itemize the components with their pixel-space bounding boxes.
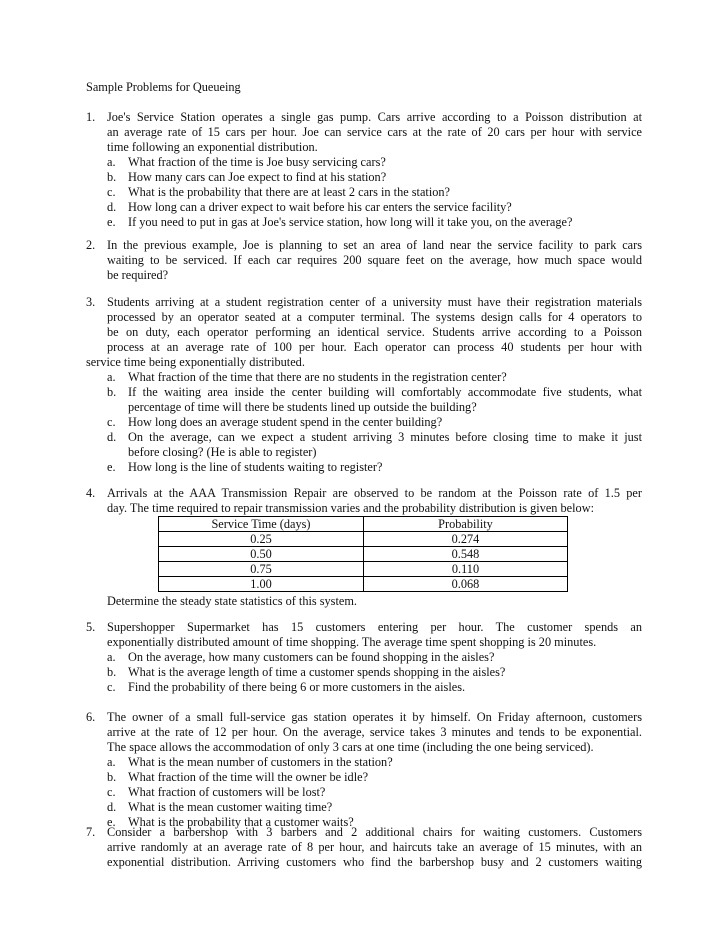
- item-letter: a.: [107, 650, 116, 664]
- problem-7: [86, 825, 642, 870]
- item-text: How long can a driver expect to wait before his car enters the service facility?: [128, 200, 512, 214]
- item-text: On the average, can we expect a student arriving 3 minutes before closing time to make it just: [128, 430, 642, 444]
- item-text: What is the probability that there are at least 2 cars in the station?: [128, 185, 450, 199]
- item-text: Find the probability of there being 6 or more customers in the aisles.: [128, 680, 466, 694]
- problem-text-line: arrive randomly at an average rate of 8 per hour, and haircuts take an average of 15 minutes, with an: [107, 840, 642, 854]
- item-letter: d.: [107, 800, 117, 814]
- list-item: [107, 415, 642, 430]
- list-item: [107, 665, 642, 680]
- problem-number: 1.: [86, 110, 96, 124]
- item-text: What is the mean number of customers in the station?: [128, 755, 393, 769]
- item-letter: c.: [107, 785, 116, 799]
- problem-5: [86, 620, 642, 695]
- list-item: [107, 385, 642, 415]
- problem-number: 2.: [86, 238, 96, 252]
- problem-text-line: an average rate of 15 cars per hour. Joe can service cars at the rate of 20 cars per hour with service: [107, 125, 642, 139]
- column-header: Service Time (days): [159, 517, 364, 532]
- table-row: [159, 562, 568, 577]
- item-letter: e.: [107, 460, 116, 474]
- table-header-row: [159, 517, 568, 532]
- item-text: What is the average length of time a customer spends shopping in the aisles?: [128, 665, 506, 679]
- problem-text-line: waiting to be serviced. If each car requires 200 square feet on the average, how much space would: [107, 253, 642, 267]
- item-letter: b.: [107, 665, 117, 679]
- list-item: [107, 430, 642, 460]
- item-letter: e.: [107, 815, 116, 829]
- list-item: [107, 215, 642, 230]
- item-letter: a.: [107, 155, 116, 169]
- column-header: Probability: [364, 517, 568, 532]
- item-text: What fraction of the time is Joe busy servicing cars?: [128, 155, 386, 169]
- item-letter: b.: [107, 770, 117, 784]
- item-letter: a.: [107, 370, 116, 384]
- item-text: If you need to put in gas at Joe's service station, how long will it take you, on the average?: [128, 215, 573, 229]
- problem-2: [86, 238, 642, 283]
- problem-number: 3.: [86, 295, 96, 309]
- problem-number: 4.: [86, 486, 96, 500]
- problem-1: [86, 110, 642, 230]
- problem-text-line: processed by an operator seated at a computer terminal. The systems design calls for 4 operators to: [107, 310, 642, 324]
- item-letter: c.: [107, 185, 116, 199]
- table-row: [159, 577, 568, 592]
- item-text: How many cars can Joe expect to find at his station?: [128, 170, 387, 184]
- problem-6: [86, 710, 642, 830]
- table-cell: 0.25: [159, 532, 364, 547]
- table-cell: 0.50: [159, 547, 364, 562]
- problem-text-line: Arrivals at the AAA Transmission Repair are observed to be random at the Poisson rate of 1.5 per: [107, 486, 642, 500]
- table-cell: 1.00: [159, 577, 364, 592]
- problem-text-line: be on duty, each operator performing an identical service. Students arrive according to a Poisson: [107, 325, 642, 339]
- table-cell: 0.068: [364, 577, 568, 592]
- problem-text-line: arrive at the rate of 12 per hour. On the average, service takes 3 minutes and tends to be exponential.: [107, 725, 642, 739]
- item-letter: b.: [107, 170, 117, 184]
- list-item: [107, 755, 642, 770]
- item-text: How long is the line of students waiting to register?: [128, 460, 383, 474]
- problem-text-line: service time being exponentially distributed.: [86, 355, 305, 369]
- problem-number: 6.: [86, 710, 96, 724]
- problem-number: 5.: [86, 620, 96, 634]
- list-item: [107, 680, 642, 695]
- item-text: What fraction of the time that there are no students in the registration center?: [128, 370, 507, 384]
- list-item: [107, 185, 642, 200]
- item-letter: e.: [107, 215, 116, 229]
- problem-number: 7.: [86, 825, 96, 839]
- item-letter: b.: [107, 385, 117, 399]
- problem-text-line: Supershopper Supermarket has 15 customers entering per hour. The customer spends an: [107, 620, 642, 634]
- problem-text-line: In the previous example, Joe is planning to set an area of land near the service facility to park cars: [107, 238, 642, 252]
- list-item: [107, 155, 642, 170]
- list-item: [107, 460, 642, 475]
- list-item: [107, 650, 642, 665]
- problem-text-line: Students arriving at a student registration center of a university must have their registration materials: [107, 295, 642, 309]
- item-letter: d.: [107, 200, 117, 214]
- item-letter: c.: [107, 680, 116, 694]
- item-text: What is the mean customer waiting time?: [128, 800, 333, 814]
- item-text: How long does an average student spend in the center building?: [128, 415, 443, 429]
- problem-3-continued: [86, 355, 642, 370]
- problem-3: [86, 295, 642, 355]
- item-text: What is the probability that a customer waits?: [128, 815, 354, 829]
- document-title: Sample Problems for Queueing: [86, 80, 241, 94]
- problem-text-line: exponentially distributed amount of time shopping. The average time spent shopping is 20 minutes.: [107, 635, 597, 649]
- table-row: [159, 532, 568, 547]
- table-cell: 0.110: [364, 562, 568, 577]
- problem-4: [86, 486, 642, 609]
- item-text: What fraction of customers will be lost?: [128, 785, 326, 799]
- item-text: If the waiting area inside the center building will comfortably accommodate five students, what: [128, 385, 642, 399]
- item-text: percentage of time will there be students lined up outside the building?: [128, 400, 477, 414]
- list-item: [107, 200, 642, 215]
- problem-text-line: The space allows the accommodation of only 3 cars at one time (including the one being serviced).: [107, 740, 594, 754]
- problem-text-line: process at an average rate of 100 per hour. Each operator can process 40 students per hour with: [107, 340, 642, 354]
- item-letter: a.: [107, 755, 116, 769]
- list-item: [107, 370, 642, 385]
- table-cell: 0.548: [364, 547, 568, 562]
- problem-text-line: time following an exponential distribution.: [107, 140, 318, 154]
- problem-text-line: day. The time required to repair transmission varies and the probability distribution is given below:: [107, 501, 594, 515]
- table-cell: 0.75: [159, 562, 364, 577]
- service-time-table: [158, 516, 568, 592]
- item-text: before closing? (He is able to register): [128, 445, 317, 459]
- table-row: [159, 547, 568, 562]
- list-item: [107, 170, 642, 185]
- problem-text-line: be required?: [107, 268, 169, 282]
- problem-text-line: Consider a barbershop with 3 barbers and 2 additional chairs for waiting customers. Customers: [107, 825, 642, 839]
- list-item: [107, 800, 642, 815]
- problem-text-line: Determine the steady state statistics of this system.: [107, 594, 357, 608]
- problem-text-line: Joe's Service Station operates a single gas pump. Cars arrive according to a Poisson distribution at: [107, 110, 642, 124]
- table-cell: 0.274: [364, 532, 568, 547]
- problem-text-line: exponential distribution. Arriving customers who find the barbershop busy and 2 customers waiting: [107, 855, 642, 869]
- problem-3-items: [86, 370, 642, 475]
- item-letter: d.: [107, 430, 117, 444]
- item-text: On the average, how many customers can be found shopping in the aisles?: [128, 650, 495, 664]
- item-text: What fraction of the time will the owner be idle?: [128, 770, 369, 784]
- list-item: [107, 770, 642, 785]
- item-letter: c.: [107, 415, 116, 429]
- problem-text-line: The owner of a small full-service gas station operates it by himself. On Friday afternoon, customers: [107, 710, 642, 724]
- list-item: [107, 785, 642, 800]
